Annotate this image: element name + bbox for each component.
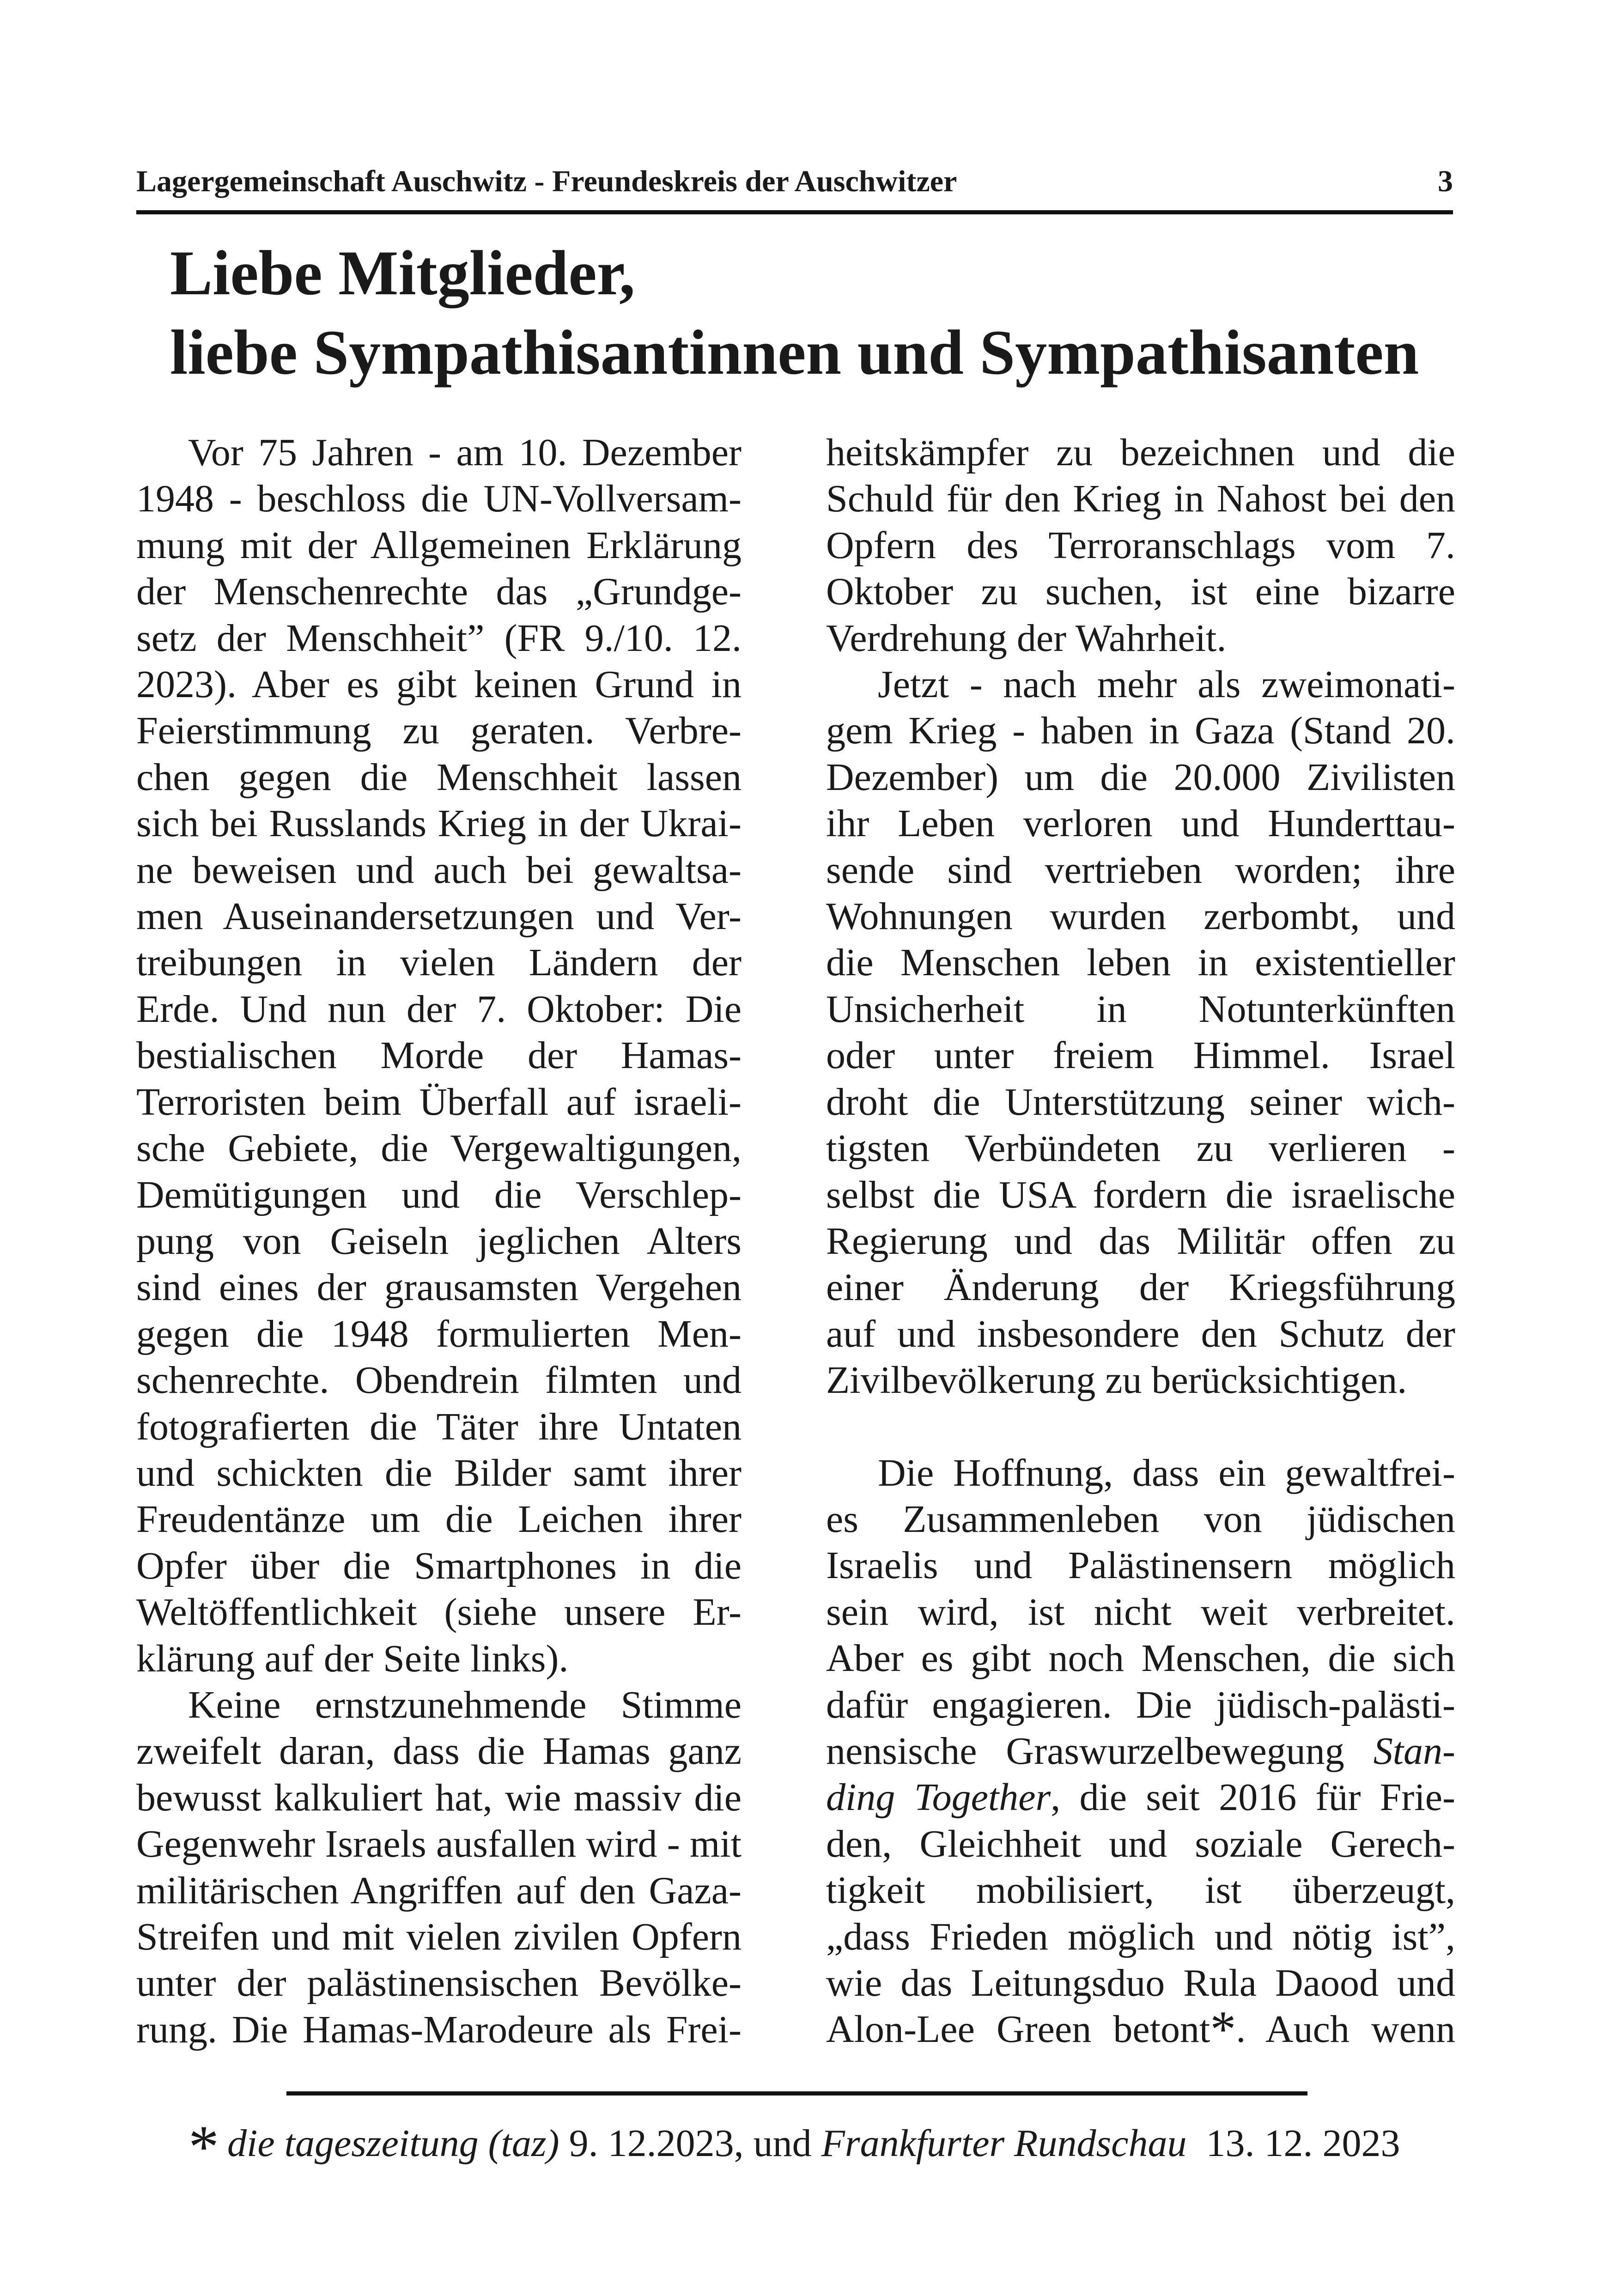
- footnote-date: 9. 12.2023, und: [559, 2122, 821, 2165]
- text-line: droht die Unterstützung seiner wich-: [826, 1080, 1455, 1124]
- text-line: Gegenwehr Israels ausfallen wird - mit: [136, 1822, 742, 1866]
- text-line: selbst die USA fordern die israelische: [826, 1173, 1455, 1216]
- text-line: Unsicherheit in Notunterkünften: [826, 987, 1455, 1031]
- footnote: [188, 2110, 1400, 2181]
- text-line: einer Änderung der Kriegsführung: [826, 1266, 1455, 1309]
- text-line: Weltöffentlichkeit (siehe unsere Er-: [136, 1591, 742, 1634]
- text-line: gem Krieg - haben in Gaza (Stand 20.: [826, 709, 1455, 753]
- footnote-date: 13. 12. 2023: [1186, 2122, 1400, 2165]
- text-line: Opfer über die Smartphones in die: [136, 1544, 742, 1587]
- text-segment: , die seit 2016 für Frie-: [1051, 1776, 1456, 1819]
- text-line: Zivilbevölkerung zu berücksichtigen.: [826, 1359, 1407, 1402]
- text-line: [826, 1728, 1455, 1774]
- text-line: treibungen in vielen Ländern der: [136, 941, 742, 984]
- italic-text: Stan-: [1373, 1729, 1455, 1773]
- text-segment: Alon-Lee Green betont: [826, 2008, 1210, 2051]
- headline-line: liebe Sympathisantinnen und Sympathisanten: [170, 317, 1419, 388]
- text-line: fotografierten die Täter ihre Untaten: [136, 1405, 742, 1448]
- left-text-column: [136, 430, 742, 2053]
- text-line: tigsten Verbündeten zu verlieren -: [826, 1127, 1455, 1170]
- text-line: setz der Menschheit” (FR 9./10. 12.: [136, 616, 742, 660]
- text-line: Erde. Und nun der 7. Oktober: Die: [136, 987, 742, 1031]
- text-line: Opfern des Terroranschlags vom 7.: [826, 523, 1455, 567]
- text-line: sind eines der grausamsten Vergehen: [136, 1266, 742, 1309]
- text-line: zweifelt daran, dass die Hamas ganz: [136, 1730, 742, 1773]
- page-title: [170, 233, 1454, 392]
- text-line: Die Hoffnung, dass ein gewaltfrei-: [878, 1451, 1455, 1494]
- text-line: die Menschen leben in existentieller: [826, 941, 1455, 984]
- text-line: pung von Geiseln jeglichen Alters: [136, 1219, 742, 1263]
- footnote-marker: *: [188, 2113, 219, 2181]
- page-number: 3: [1438, 164, 1453, 198]
- text-line: Schuld für den Krieg in Nahost bei den: [826, 477, 1455, 521]
- text-line: [826, 1774, 1455, 1821]
- text-line: Verdrehung der Wahrheit.: [826, 616, 1227, 660]
- paragraph: [136, 430, 742, 1682]
- headline-line: Liebe Mitglieder,: [170, 237, 635, 308]
- text-line: 1948 - beschloss die UN-Vollversam-: [136, 477, 742, 521]
- text-line: Demütigungen und die Verschlep-: [136, 1173, 742, 1216]
- text-line: es Zusammenleben von jüdischen: [826, 1497, 1455, 1541]
- text-line: dafür engagieren. Die jüdisch-palästi-: [826, 1683, 1455, 1726]
- text-line: Oktober zu suchen, ist eine bizarre: [826, 570, 1455, 613]
- paragraph: [826, 1450, 1456, 2059]
- text-line: mung mit der Allgemeinen Erklärung: [136, 523, 742, 567]
- text-line: schenrechte. Obendrein filmten und: [136, 1359, 742, 1402]
- footnote-marker: *: [1210, 2001, 1236, 2059]
- text-line: den, Gleichheit und soziale Gerech-: [826, 1822, 1455, 1865]
- text-line: der Menschenrechte das „Grundge-: [136, 570, 742, 613]
- text-line: Dezember) um die 20.000 Zivilisten: [826, 755, 1455, 799]
- text-segment: . Auch wenn: [1236, 2008, 1455, 2051]
- text-line: Aber es gibt noch Menschen, die sich: [826, 1637, 1455, 1680]
- text-line: oder unter freiem Himmel. Israel: [826, 1034, 1455, 1077]
- text-line: unter der palästinensischen Bevölke-: [136, 1962, 742, 2005]
- paragraph: [826, 430, 1455, 662]
- running-header: [136, 159, 1453, 214]
- footnote-source: Frankfurter Rundschau: [821, 2122, 1187, 2165]
- text-line: [826, 2001, 1455, 2059]
- text-line: bewusst kalkuliert hat, wie massiv die: [136, 1776, 742, 1819]
- text-line: militärischen Angriffen auf den Gaza-: [136, 1869, 742, 1912]
- publication-title: Lagergemeinschaft Auschwitz - Freundeskreis der Auschwitzer: [136, 164, 957, 198]
- text-line: chen gegen die Menschheit lassen: [136, 755, 742, 799]
- text-line: Feierstimmung zu geraten. Verbre-: [136, 709, 742, 753]
- text-line: heitskämpfer zu bezeichnen und die: [826, 431, 1455, 474]
- text-line: und schickten die Bilder samt ihrer: [136, 1451, 742, 1494]
- text-line: Jetzt - nach mehr als zweimonati-: [878, 663, 1455, 706]
- text-line: Regierung und das Militär offen zu: [826, 1219, 1455, 1263]
- text-line: ne beweisen und auch bei gewaltsa-: [136, 848, 742, 892]
- text-line: 2023). Aber es gibt keinen Grund in: [136, 663, 742, 706]
- text-line: ihr Leben verloren und Hunderttau-: [826, 802, 1455, 845]
- text-line: Vor 75 Jahren - am 10. Dezember: [188, 431, 742, 474]
- italic-text: ding Together: [826, 1776, 1051, 1819]
- text-line: men Auseinandersetzungen und Ver-: [136, 895, 742, 938]
- text-line: wie das Leitungsduo Rula Daood und: [826, 1962, 1455, 2004]
- text-line: sein wird, ist nicht weit verbreitet.: [826, 1590, 1455, 1634]
- text-line: Wohnungen wurden zerbombt, und: [826, 895, 1455, 938]
- text-line: Freudentänze um die Leichen ihrer: [136, 1498, 742, 1541]
- text-segment: nensische Graswurzelbewegung: [826, 1729, 1374, 1773]
- text-line: Israelis und Palästinensern möglich: [826, 1544, 1455, 1587]
- paragraph-gap: [826, 1404, 1455, 1450]
- text-line: Terroristen beim Überfall auf israeli-: [136, 1080, 742, 1124]
- text-line: sich bei Russlands Krieg in der Ukrai-: [136, 802, 742, 845]
- right-text-column: [826, 430, 1456, 2059]
- text-line: rung. Die Hamas-Marodeure als Frei-: [136, 2008, 742, 2051]
- paragraph: [826, 662, 1455, 1404]
- footnote-divider: [286, 2091, 1307, 2096]
- text-line: Keine ernstzunehmende Stimme: [188, 1683, 742, 1726]
- text-line: sende sind vertrieben worden; ihre: [826, 848, 1455, 892]
- paragraph: [136, 1682, 742, 2053]
- text-line: „dass Frieden möglich und nötig ist”,: [826, 1915, 1455, 1958]
- text-line: tigkeit mobilisiert, ist überzeugt,: [826, 1869, 1455, 1912]
- text-line: sche Gebiete, die Vergewaltigungen,: [136, 1127, 742, 1170]
- text-line: Streifen und mit vielen zivilen Opfern: [136, 1915, 742, 1958]
- footnote-source: die tageszeitung (taz): [227, 2122, 559, 2165]
- text-line: klärung auf der Seite links).: [136, 1637, 569, 1680]
- text-line: auf und insbesondere den Schutz der: [826, 1312, 1455, 1355]
- text-line: gegen die 1948 formulierten Men-: [136, 1312, 742, 1355]
- text-line: bestialischen Morde der Hamas-: [136, 1034, 742, 1077]
